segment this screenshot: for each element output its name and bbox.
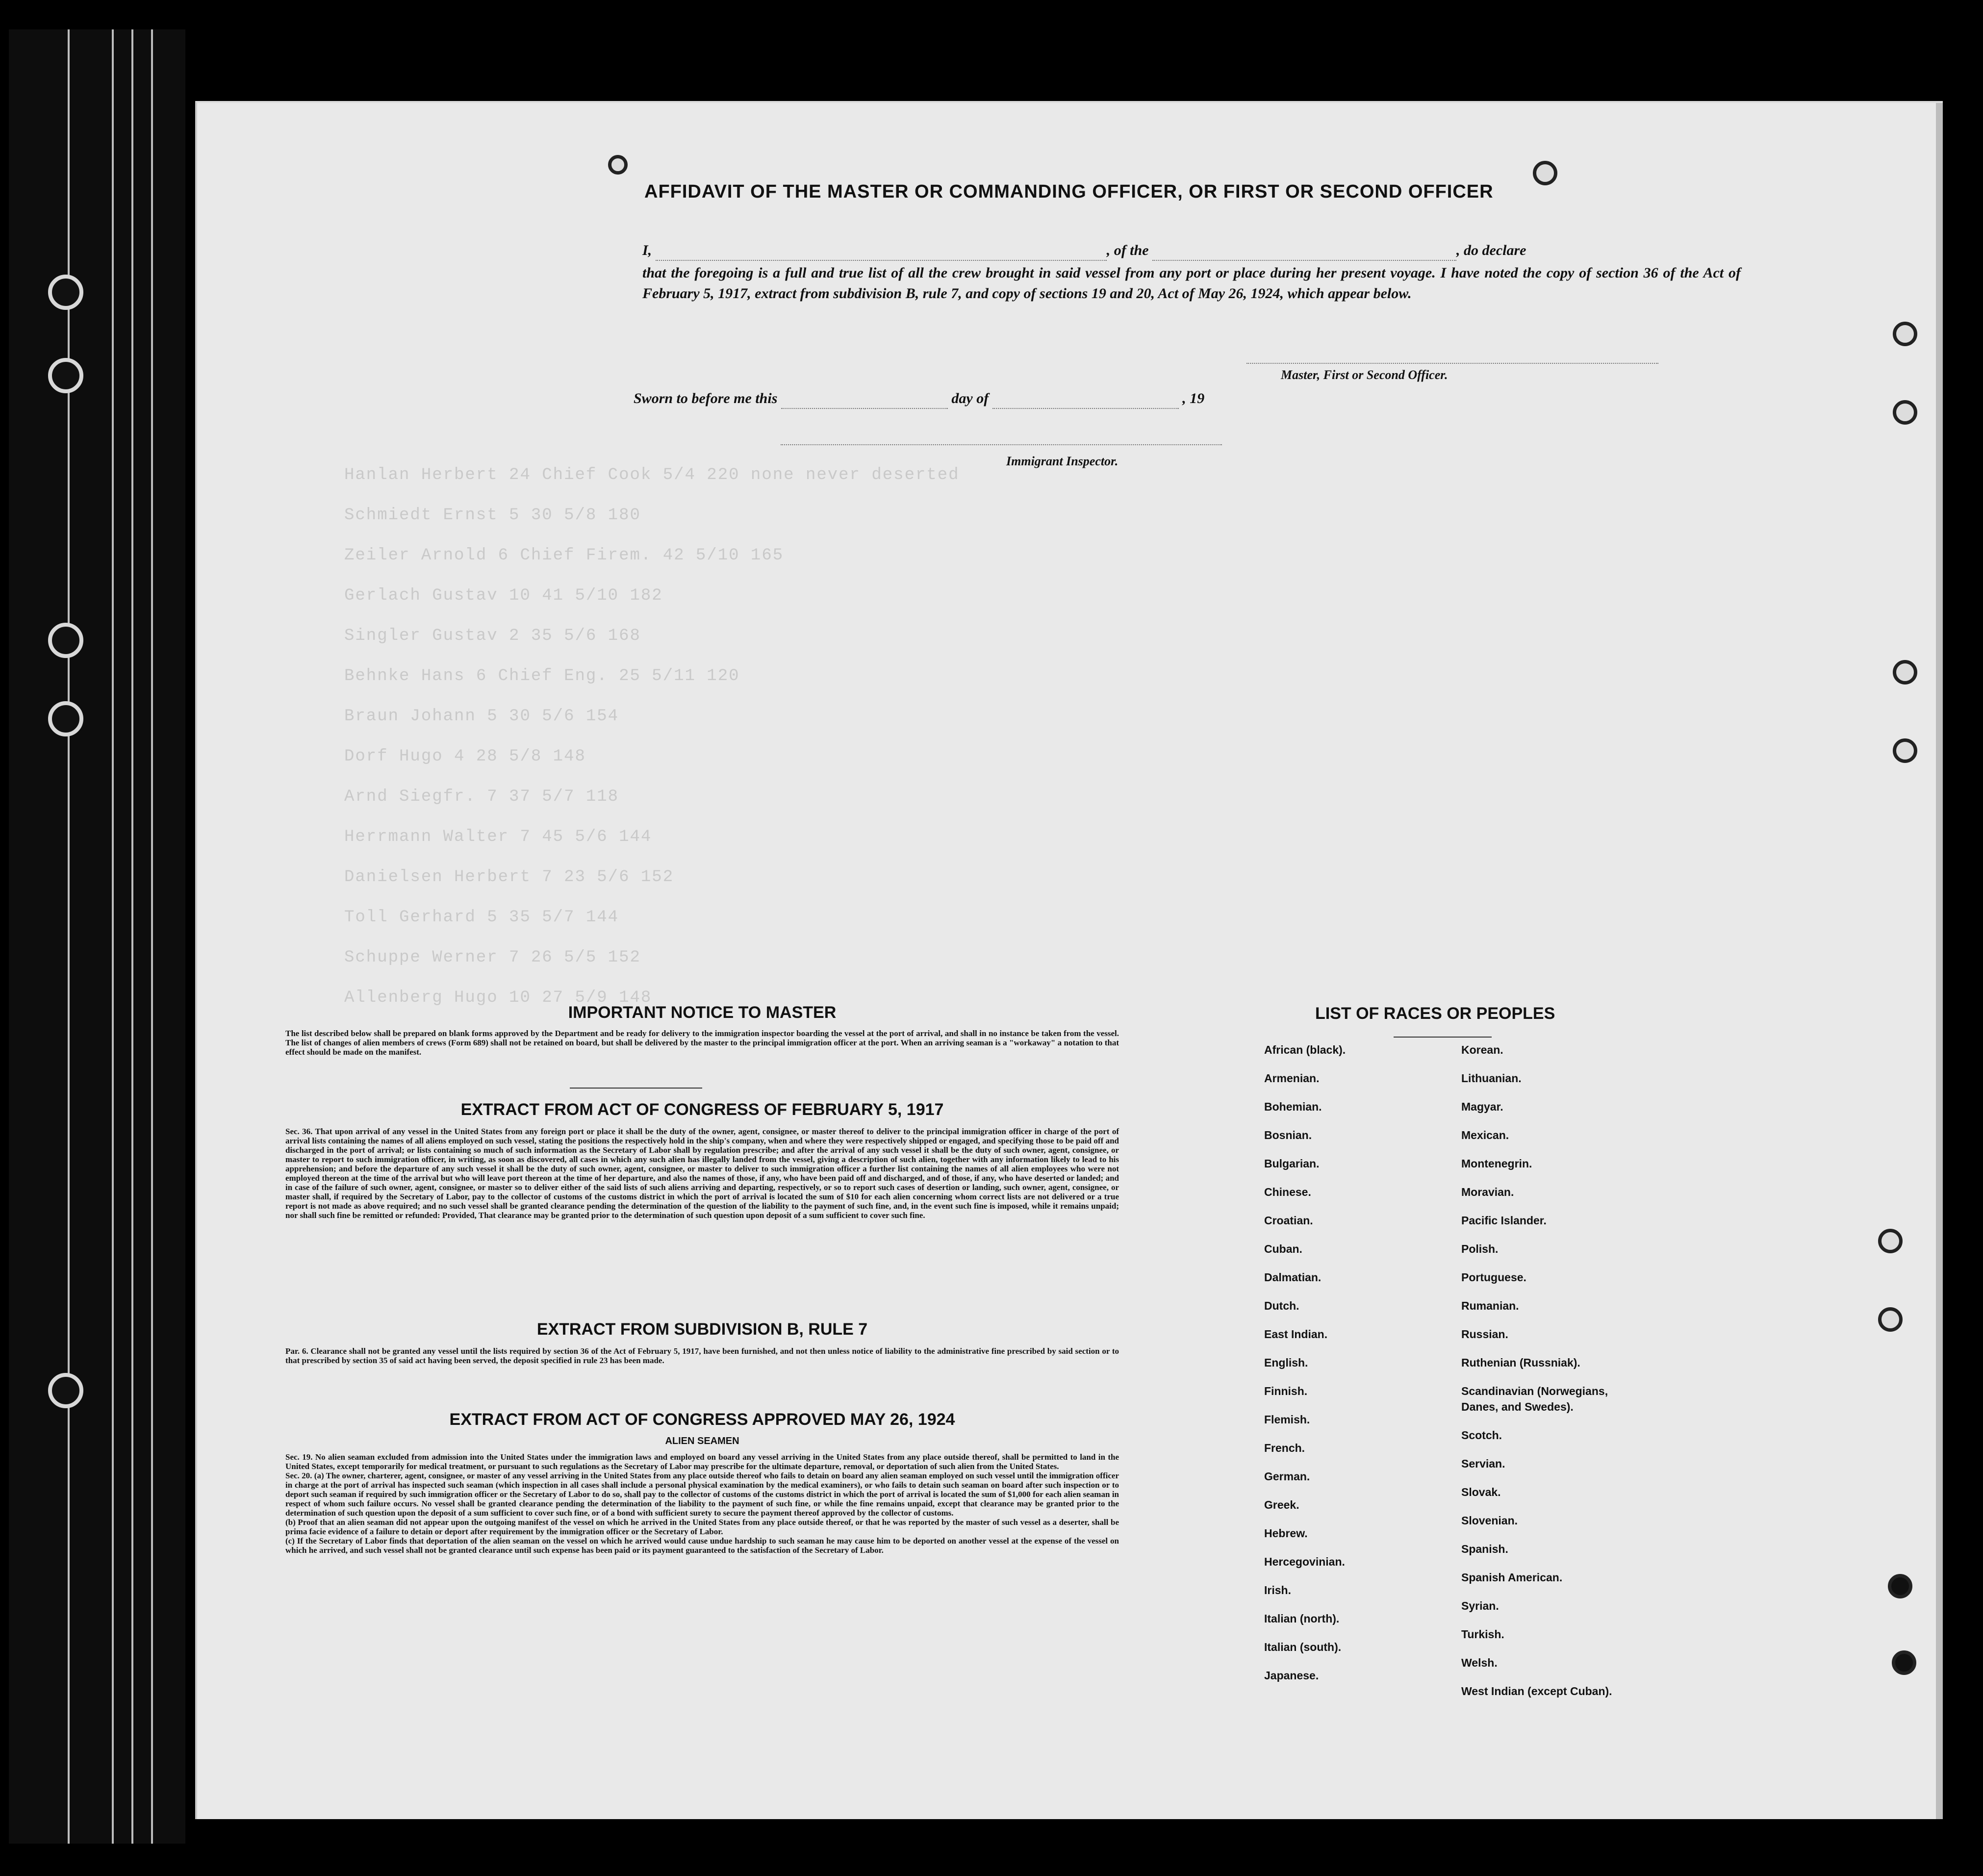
bleed-row: Herrmann Walter 7 45 5/6 144 <box>344 828 652 846</box>
race-item: Slovak. <box>1461 1486 1501 1498</box>
race-item: Russian. <box>1461 1328 1508 1341</box>
race-item: Bohemian. <box>1264 1100 1322 1113</box>
binder-hole <box>48 1373 83 1408</box>
race-item: Portuguese. <box>1461 1271 1526 1284</box>
binder-strip <box>151 29 153 1844</box>
race-item: Italian (north). <box>1264 1612 1340 1625</box>
race-item: Turkish. <box>1461 1628 1504 1641</box>
race-item: Bosnian. <box>1264 1129 1312 1141</box>
race-item: Hercegovinian. <box>1264 1555 1345 1568</box>
extract-1924-body <box>285 1452 1119 1555</box>
punch-hole <box>1888 1574 1912 1598</box>
vessel-field[interactable] <box>1152 246 1456 261</box>
signature-line[interactable] <box>1246 363 1658 364</box>
race-item: Magyar. <box>1461 1100 1503 1113</box>
bleed-row: Danielsen Herbert 7 23 5/6 152 <box>344 868 674 887</box>
race-item: African (black). <box>1264 1043 1346 1056</box>
race-item: Cuban. <box>1264 1242 1302 1255</box>
binder-strip <box>112 29 114 1844</box>
bleed-row: Allenberg Hugo 10 27 5/9 148 <box>344 989 652 1007</box>
race-item: Montenegrin. <box>1461 1157 1532 1170</box>
bleed-row: Gerlach Gustav 10 41 5/10 182 <box>344 586 663 605</box>
race-item: English. <box>1264 1356 1308 1369</box>
sheet-fold-edge <box>1936 103 1943 1819</box>
race-item: Spanish. <box>1461 1543 1508 1555</box>
punch-hole <box>608 155 628 175</box>
binder-edge <box>9 29 185 1844</box>
race-item: Greek. <box>1264 1498 1299 1511</box>
bleed-row: Arnd Siegfr. 7 37 5/7 118 <box>344 787 619 806</box>
sworn-day-field[interactable] <box>781 394 948 409</box>
race-item: Mexican. <box>1461 1129 1509 1141</box>
affidavit-body: that the foregoing is a full and true list of all the crew brought in said vessel from any port or place during her present voyage. I have noted the copy of section 36 of the Act of February 5, 1917, extract from subdivision B, rule 7, and copy of sections 19 and 20, Act of May 26, 1924, which appear below. <box>642 265 1741 302</box>
affidavit-of-the: , of the <box>1106 242 1149 258</box>
races-column-1 <box>1264 1043 1450 1698</box>
sworn-line <box>634 388 1204 409</box>
affidavit-do-declare: , do declare <box>1456 242 1526 258</box>
race-item: Japanese. <box>1264 1669 1319 1682</box>
punch-hole <box>1878 1307 1903 1332</box>
affidavit-first-line <box>642 240 1741 261</box>
notice-title: IMPORTANT NOTICE TO MASTER <box>568 1003 837 1022</box>
race-item: Servian. <box>1461 1457 1505 1470</box>
bleed-row: Schmiedt Ernst 5 30 5/8 180 <box>344 506 641 525</box>
race-item: Italian (south). <box>1264 1641 1342 1653</box>
inspector-signature-line[interactable] <box>781 444 1222 445</box>
punch-hole <box>1878 1229 1903 1253</box>
race-item: East Indian. <box>1264 1328 1328 1341</box>
affidavit-i: I, <box>642 242 652 258</box>
extract-1917-title: EXTRACT FROM ACT OF CONGRESS OF FEBRUARY 5, 1917 <box>460 1100 944 1119</box>
race-item: Lithuanian. <box>1461 1072 1522 1085</box>
punch-hole <box>1893 660 1917 684</box>
race-item: Flemish. <box>1264 1413 1310 1426</box>
punch-hole <box>1892 1650 1916 1675</box>
binder-hole <box>48 358 83 393</box>
sec20b-text: (b) Proof that an alien seaman did not appear upon the outgoing manifest of the vessel on which he arrived in the United States from any place outside thereof, or that he was reported by the master of such vessel as a deserter, shall be prima facie evidence of a failure to detain or deport after requirement by the immigration officer or the Secretary of Labor. <box>285 1518 1119 1536</box>
race-item: Dutch. <box>1264 1299 1299 1312</box>
inspector-label: Immigrant Inspector. <box>1006 454 1119 468</box>
race-item: West Indian (except Cuban). <box>1461 1685 1612 1698</box>
race-item: Spanish American. <box>1461 1571 1563 1584</box>
name-field[interactable] <box>656 246 1107 261</box>
document-sheet <box>195 101 1943 1819</box>
race-item: Welsh. <box>1461 1656 1498 1669</box>
race-item: Polish. <box>1461 1242 1499 1255</box>
extract-rule7-title: EXTRACT FROM SUBDIVISION B, RULE 7 <box>536 1320 868 1339</box>
extract-1924-title: EXTRACT FROM ACT OF CONGRESS APPROVED MAY 26, 1924 <box>449 1410 955 1429</box>
sec19-text: Sec. 19. No alien seaman excluded from admission into the United States under the immigration laws and employed on board any vessel arriving in the United States from any place outside thereof, shall be permitted to land in the United States, except temporarily for medical treatment, or pursuant to such regulations as the Secretary of Labor may prescribe for the ultimate departure, removal, or deportation of such alien from the United States. <box>285 1452 1119 1471</box>
sworn-label: Sworn to before me this <box>634 390 778 406</box>
race-item: Slovenian. <box>1461 1514 1518 1527</box>
race-item: Syrian. <box>1461 1599 1499 1612</box>
race-item: Croatian. <box>1264 1214 1313 1227</box>
bleed-row: Zeiler Arnold 6 Chief Firem. 42 5/10 165 <box>344 546 784 565</box>
bleed-row: Toll Gerhard 5 35 5/7 144 <box>344 908 619 927</box>
bleed-row: Singler Gustav 2 35 5/6 168 <box>344 627 641 645</box>
sworn-month-field[interactable] <box>992 394 1179 409</box>
race-item: Korean. <box>1461 1043 1503 1056</box>
binder-hole <box>48 275 83 310</box>
punch-hole <box>1533 161 1557 185</box>
binder-hole <box>48 623 83 658</box>
sec20a-text: Sec. 20. (a) The owner, charterer, agent, consignee, or master of any vessel arriving in the United States from any place outside thereof who fails to detain on board any alien seaman employed on such vessel until the immigration officer in charge at the port of arrival has inspected such seaman (which inspection in all cases shall include a personal physical examination by the medical examiners), or who fails to detain such seaman on board after such inspection or to deport such seaman if required by such immigration officer or the Secretary of Labor to do so, shall pay to the collector of customs of the customs district in which the port of arrival is located the sum of $1,000 for each alien seaman in respect of whom such failure occurs. No vessel shall be granted clearance pending the determination of the liability to the payment of such fine, or while the fine remains unpaid, except that clearance may be granted prior to the determination of such question upon the deposit of a sum sufficient to cover such fine, or of a bond with sufficient surety to secure the payment thereof approved by the collector of customs. <box>285 1471 1119 1518</box>
extract-1917-text: Sec. 36. That upon arrival of any vessel in the United States from any foreign port or place it shall be the duty of the owner, agent, consignee, or master thereof to deliver to the principal immigration officer in charge of the port of arrival lists containing the names of all aliens employed on such vessel, stating the positions the respectively hold in the ship's company, when and where they were respectively shipped or engaged, and specifying those to be paid off and discharged in the port of arrival; or lists containing so much of such information as the Secretary of Labor shall by regulation prescribe; and after the arrival of any such vessel it shall be the duty of such owner, agent, consignee, or master to report to such immigration officer, in writing, as soon as discovered, all cases in which any such alien has illegally landed from the vessel, giving a description of such alien, together with any information likely to lead to his apprehension; and before the departure of any such vessel it shall be the duty of such owner, agent, consignee, or master to deliver to such immigration officer a further list containing the names of all alien employees who were not employed thereon at the time of the arrival but who will leave port thereon at the time of her departure, and also the names of those, if any, who have been paid off and discharged, and of those, if any, who have deserted or landed; and in case of the failure of such owner, agent, consignee, or master so to deliver either of the said lists of such aliens arriving and departing, respectively, or so to report such cases of desertion or landing, such owner, agent, consignee, or master shall, if required by the Secretary of Labor, pay to the collector of customs of the customs district in which the port of arrival is located the sum of $10 for each alien concerning whom correct lists are not delivered or a true report is not made as above required; and no such vessel shall be granted clearance pending the determination of the question of the liability to the payment of such fine, and, in the event such fine is imposed, while it remains unpaid; nor shall such fine be remitted or refunded: Provided, That clearance may be granted prior to the determination of such question upon deposit of a sum sufficient to cover such fine. <box>285 1127 1119 1220</box>
race-item: Armenian. <box>1264 1072 1320 1085</box>
race-item: Pacific Islander. <box>1461 1214 1547 1227</box>
race-item: Irish. <box>1264 1584 1291 1597</box>
binder-hole <box>48 701 83 736</box>
race-item: Dalmatian. <box>1264 1271 1322 1284</box>
sec20c-text: (c) If the Secretary of Labor finds that deportation of the alien seaman on the vessel on which he arrived would cause undue hardship to such seaman he may cause him to be deported on another vessel at the expense of the vessel on which he arrived, and such vessel shall not be granted clearance until such expense has been paid or its payment guaranteed to the satisfaction of the Secretary of Labor. <box>285 1536 1119 1555</box>
race-item: German. <box>1264 1470 1310 1483</box>
bleed-row: Schuppe Werner 7 26 5/5 152 <box>344 948 641 967</box>
race-item: Moravian. <box>1461 1186 1514 1198</box>
divider <box>570 1088 702 1089</box>
punch-hole <box>1893 322 1917 346</box>
extract-rule7-text: Par. 6. Clearance shall not be granted any vessel until the lists required by section 36 of the Act of February 5, 1917, have been furnished, and not then unless notice of liability to the administrative fine prescribed by said section or to that prescribed by section 35 of said act having been served, the deposit specified in rule 23 has been made. <box>285 1346 1119 1365</box>
races-title: LIST OF RACES OR PEOPLES <box>1315 1004 1555 1023</box>
extract-1924-subtitle: ALIEN SEAMEN <box>665 1436 739 1446</box>
race-item: Chinese. <box>1264 1186 1311 1198</box>
bleed-row: Braun Johann 5 30 5/6 154 <box>344 707 619 726</box>
bleed-row: Behnke Hans 6 Chief Eng. 25 5/11 120 <box>344 667 740 685</box>
binder-strip <box>131 29 133 1844</box>
race-item: French. <box>1264 1442 1305 1454</box>
punch-hole <box>1893 400 1917 425</box>
race-item: Hebrew. <box>1264 1527 1308 1540</box>
notice-text: The list described below shall be prepared on blank forms approved by the Department and be ready for delivery to the immigration inspector boarding the vessel at the port of arrival, and shall in no instance be taken from the vessel. The list of changes of alien members of crews (Form 689) shall not be retained on board, but shall be delivered by the master to the principal immigration officer at the port. When an arriving seaman is a "workaway" a notation to that effect should be made on the manifest. <box>285 1029 1119 1057</box>
race-item: Bulgarian. <box>1264 1157 1320 1170</box>
affidavit-title: AFFIDAVIT OF THE MASTER OR COMMANDING OFFICER, OR FIRST OR SECOND OFFICER <box>644 181 1494 202</box>
race-item: Ruthenian (Russniak). <box>1461 1356 1580 1369</box>
year-label: , 19 <box>1182 390 1205 406</box>
race-item: Rumanian. <box>1461 1299 1519 1312</box>
race-item: Danes, and Swedes). <box>1461 1400 1574 1413</box>
punch-hole <box>1893 738 1917 763</box>
divider <box>1394 1037 1492 1038</box>
race-item: Finnish. <box>1264 1385 1308 1397</box>
bleed-row: Hanlan Herbert 24 Chief Cook 5/4 220 none never deserted <box>344 466 960 484</box>
race-item: Scotch. <box>1461 1429 1502 1442</box>
bleed-row: Dorf Hugo 4 28 5/8 148 <box>344 747 586 766</box>
races-column-2 <box>1461 1043 1677 1713</box>
signature-label: Master, First or Second Officer. <box>1281 368 1448 382</box>
race-item: Scandinavian (Norwegians, <box>1461 1385 1608 1397</box>
day-label: day of <box>951 390 989 406</box>
